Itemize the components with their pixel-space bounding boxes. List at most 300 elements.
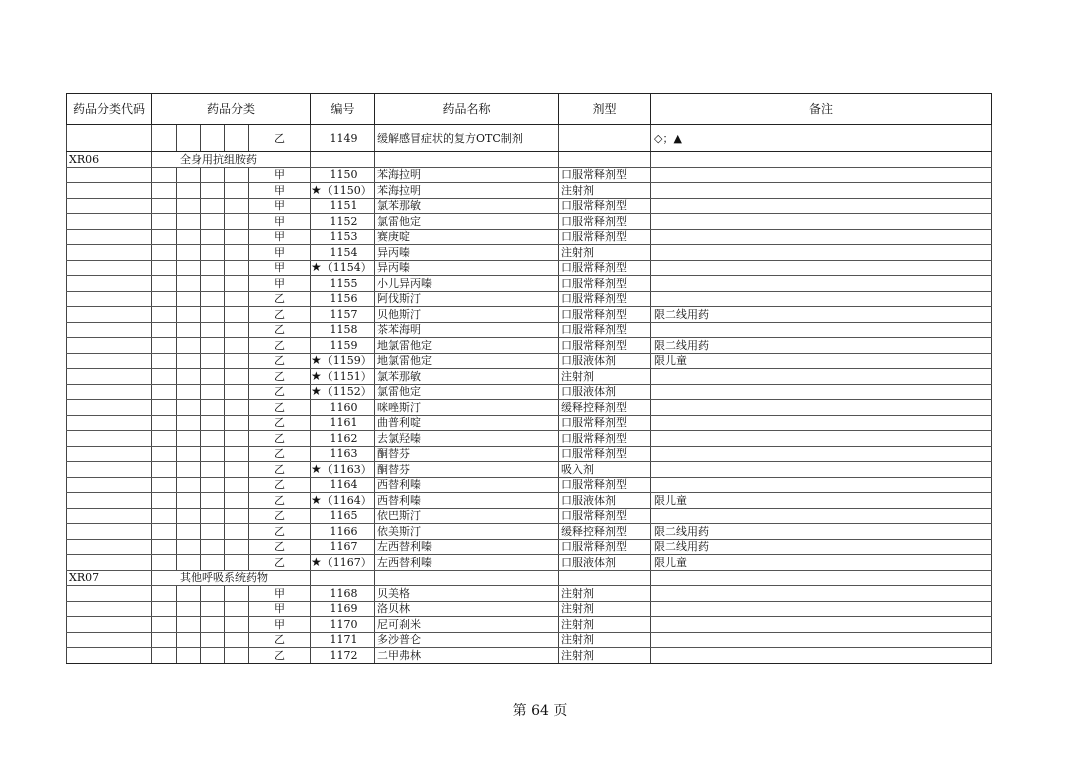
cell-sub <box>201 539 225 555</box>
cell-sub <box>177 353 201 369</box>
cell-form: 口服液体剂 <box>559 353 651 369</box>
cell-number <box>311 291 375 307</box>
cell-name: 异丙嗪 <box>375 245 559 261</box>
cell-form <box>559 152 651 168</box>
cell-sub <box>177 338 201 354</box>
drug-catalog-table <box>66 93 992 664</box>
cell-number <box>311 229 375 245</box>
cell-form: 口服常释剂型 <box>559 431 651 447</box>
cell-number <box>311 477 375 493</box>
cell-class: 乙 <box>249 431 311 447</box>
cell-sub <box>152 125 177 152</box>
number-text: （1154） <box>321 261 372 275</box>
cell-form: 口服常释剂型 <box>559 214 651 230</box>
cell-class: 乙 <box>249 291 311 307</box>
cell-note: 限儿童 <box>651 353 992 369</box>
cell-note <box>651 431 992 447</box>
cell-class: 乙 <box>249 493 311 509</box>
cell-name: 阿伐斯汀 <box>375 291 559 307</box>
cell-form: 注射剂 <box>559 586 651 602</box>
cell-number <box>311 338 375 354</box>
cell-sub <box>201 384 225 400</box>
star-icon: ★ <box>311 461 322 476</box>
cell-number <box>311 353 375 369</box>
star-icon: ★ <box>311 384 322 399</box>
cell-sub <box>177 322 201 338</box>
cell-code <box>67 648 152 664</box>
cell-form: 口服常释剂型 <box>559 198 651 214</box>
cell-number <box>311 462 375 478</box>
cell-name: 茶苯海明 <box>375 322 559 338</box>
cell-sub <box>177 291 201 307</box>
cell-sub <box>225 229 249 245</box>
cell-note <box>651 446 992 462</box>
cell-sub <box>201 462 225 478</box>
cell-code <box>67 338 152 354</box>
cell-sub <box>225 183 249 199</box>
table-row <box>67 353 992 369</box>
cell-sub <box>177 245 201 261</box>
cell-form <box>559 570 651 586</box>
cell-name: 尼可刹米 <box>375 617 559 633</box>
cell-code <box>67 125 152 152</box>
cell-name: 苯海拉明 <box>375 167 559 183</box>
cell-name: 缓解感冒症状的复方OTC制剂 <box>375 125 559 152</box>
table-row <box>67 601 992 617</box>
star-icon: ★ <box>311 260 322 275</box>
cell-number <box>311 167 375 183</box>
table-row <box>67 338 992 354</box>
cell-sub <box>152 601 177 617</box>
cell-name: 氯雷他定 <box>375 384 559 400</box>
cell-form: 口服常释剂型 <box>559 446 651 462</box>
cell-number <box>311 570 375 586</box>
cell-number <box>311 555 375 571</box>
number-text: 1162 <box>329 431 358 445</box>
cell-sub <box>225 431 249 447</box>
cell-note <box>651 601 992 617</box>
cell-class: 甲 <box>249 229 311 245</box>
cell-sub <box>225 125 249 152</box>
cell-sub <box>177 431 201 447</box>
cell-sub <box>152 586 177 602</box>
cell-sub <box>225 477 249 493</box>
cell-class: 甲 <box>249 601 311 617</box>
cell-form: 注射剂 <box>559 632 651 648</box>
section-title: 全身用抗组胺药 <box>152 152 311 168</box>
cell-sub <box>201 338 225 354</box>
cell-sub <box>152 338 177 354</box>
table-row <box>67 539 992 555</box>
cell-number <box>311 276 375 292</box>
number-text: 1160 <box>329 400 358 414</box>
cell-sub <box>177 508 201 524</box>
cell-number <box>311 183 375 199</box>
table-row <box>67 462 992 478</box>
cell-name: 依巴斯汀 <box>375 508 559 524</box>
cell-sub <box>177 369 201 385</box>
cell-name: 左西替利嗪 <box>375 539 559 555</box>
number-text: 1158 <box>329 323 358 337</box>
cell-class: 乙 <box>249 477 311 493</box>
cell-sub <box>225 648 249 664</box>
cell-sub <box>201 415 225 431</box>
header-category: 药品分类 <box>152 94 311 125</box>
cell-form: 口服常释剂型 <box>559 167 651 183</box>
cell-name: 洛贝林 <box>375 601 559 617</box>
cell-code <box>67 229 152 245</box>
cell-name: 赛庚啶 <box>375 229 559 245</box>
star-icon: ★ <box>311 353 322 368</box>
cell-sub <box>177 307 201 323</box>
cell-name: 西替利嗪 <box>375 493 559 509</box>
cell-code <box>67 493 152 509</box>
cell-sub <box>225 539 249 555</box>
cell-code <box>67 617 152 633</box>
cell-number <box>311 369 375 385</box>
cell-class: 乙 <box>249 125 311 152</box>
cell-sub <box>152 477 177 493</box>
table-row <box>67 477 992 493</box>
cell-note <box>651 648 992 664</box>
cell-sub <box>177 539 201 555</box>
table-row <box>67 586 992 602</box>
cell-note <box>651 477 992 493</box>
cell-sub <box>201 369 225 385</box>
cell-form: 口服常释剂型 <box>559 338 651 354</box>
cell-name: 氯苯那敏 <box>375 198 559 214</box>
cell-sub <box>201 245 225 261</box>
star-icon: ★ <box>311 492 322 507</box>
cell-name: 贝美格 <box>375 586 559 602</box>
cell-sub <box>225 415 249 431</box>
number-text: 1163 <box>329 447 358 461</box>
cell-code <box>67 307 152 323</box>
cell-sub <box>225 276 249 292</box>
cell-sub <box>201 125 225 152</box>
cell-name: 氯雷他定 <box>375 214 559 230</box>
cell-sub <box>177 462 201 478</box>
cell-sub <box>225 555 249 571</box>
cell-sub <box>225 601 249 617</box>
cell-sub <box>225 632 249 648</box>
number-text: 1161 <box>329 416 358 430</box>
cell-form: 口服常释剂型 <box>559 322 651 338</box>
star-icon: ★ <box>311 368 322 383</box>
cell-sub <box>201 322 225 338</box>
number-text: 1164 <box>329 478 358 492</box>
cell-code <box>67 369 152 385</box>
cell-sub <box>225 369 249 385</box>
cell-sub <box>177 400 201 416</box>
cell-name: 曲普利啶 <box>375 415 559 431</box>
cell-sub <box>152 276 177 292</box>
cell-name: 咪唑斯汀 <box>375 400 559 416</box>
cell-note: 限二线用药 <box>651 524 992 540</box>
cell-sub <box>152 167 177 183</box>
cell-sub <box>225 353 249 369</box>
cell-number <box>311 431 375 447</box>
cell-sub <box>177 183 201 199</box>
number-text: 1172 <box>329 648 358 662</box>
cell-sub <box>177 260 201 276</box>
cell-sub <box>177 229 201 245</box>
cell-sub <box>225 384 249 400</box>
number-text: 1152 <box>329 214 358 228</box>
cell-class: 乙 <box>249 307 311 323</box>
cell-sub <box>225 462 249 478</box>
cell-class: 甲 <box>249 260 311 276</box>
cell-note <box>651 586 992 602</box>
table-row <box>67 415 992 431</box>
cell-note: 限儿童 <box>651 555 992 571</box>
table-row <box>67 446 992 462</box>
cell-form: 口服常释剂型 <box>559 539 651 555</box>
cell-code <box>67 291 152 307</box>
cell-sub <box>201 431 225 447</box>
cell-number <box>311 508 375 524</box>
cell-note: 限二线用药 <box>651 307 992 323</box>
cell-form: 缓释控释剂型 <box>559 524 651 540</box>
cell-class: 乙 <box>249 508 311 524</box>
number-text: （1167） <box>321 555 372 569</box>
table-row <box>67 617 992 633</box>
cell-number <box>311 400 375 416</box>
cell-sub <box>152 245 177 261</box>
cell-sub <box>152 648 177 664</box>
number-text: （1151） <box>321 369 372 383</box>
cell-class: 乙 <box>249 462 311 478</box>
table-row <box>67 524 992 540</box>
cell-code <box>67 586 152 602</box>
cell-class: 甲 <box>249 198 311 214</box>
cell-sub <box>177 524 201 540</box>
cell-note: 限儿童 <box>651 493 992 509</box>
cell-class: 乙 <box>249 539 311 555</box>
cell-sub <box>201 477 225 493</box>
number-text: 1171 <box>329 633 358 647</box>
cell-code <box>67 539 152 555</box>
cell-code <box>67 477 152 493</box>
cell-sub <box>201 167 225 183</box>
cell-sub <box>201 586 225 602</box>
cell-number <box>311 601 375 617</box>
cell-sub <box>152 384 177 400</box>
cell-name: 氯苯那敏 <box>375 369 559 385</box>
cell-sub <box>177 601 201 617</box>
cell-sub <box>177 648 201 664</box>
cell-note <box>651 291 992 307</box>
cell-code <box>67 400 152 416</box>
cell-sub <box>201 524 225 540</box>
cell-sub <box>152 260 177 276</box>
cell-number <box>311 307 375 323</box>
table-body <box>67 125 992 664</box>
number-text: 1153 <box>329 230 358 244</box>
cell-note <box>651 462 992 478</box>
cell-form: 口服常释剂型 <box>559 291 651 307</box>
cell-sub <box>201 198 225 214</box>
cell-name: 地氯雷他定 <box>375 353 559 369</box>
header-number: 编号 <box>311 94 375 125</box>
cell-code <box>67 214 152 230</box>
cell-note <box>651 167 992 183</box>
cell-sub <box>201 632 225 648</box>
header-note: 备注 <box>651 94 992 125</box>
cell-class: 乙 <box>249 446 311 462</box>
cell-sub <box>201 291 225 307</box>
cell-sub <box>201 214 225 230</box>
cell-number <box>311 198 375 214</box>
cell-sub <box>152 229 177 245</box>
table-row <box>67 632 992 648</box>
cell-sub <box>201 276 225 292</box>
table-row <box>67 555 992 571</box>
cell-class: 乙 <box>249 632 311 648</box>
cell-form: 口服常释剂型 <box>559 229 651 245</box>
cell-code <box>67 524 152 540</box>
cell-code <box>67 508 152 524</box>
cell-sub <box>177 586 201 602</box>
header-category-code: 药品分类代码 <box>67 94 152 125</box>
cell-note <box>651 245 992 261</box>
cell-class: 乙 <box>249 415 311 431</box>
cell-sub <box>177 167 201 183</box>
cell-sub <box>201 400 225 416</box>
cell-sub <box>152 198 177 214</box>
number-text: （1163） <box>321 462 372 476</box>
cell-name: 苯海拉明 <box>375 183 559 199</box>
star-icon: ★ <box>311 182 322 197</box>
cell-sub <box>201 555 225 571</box>
cell-class: 甲 <box>249 617 311 633</box>
cell-class: 乙 <box>249 353 311 369</box>
cell-sub <box>177 477 201 493</box>
cell-class: 甲 <box>249 183 311 199</box>
header-form: 剂型 <box>559 94 651 125</box>
table-row <box>67 260 992 276</box>
number-text: （1164） <box>321 493 372 507</box>
section-row <box>67 570 992 586</box>
cell-sub <box>152 617 177 633</box>
cell-name <box>375 152 559 168</box>
cell-note <box>651 508 992 524</box>
cell-form: 注射剂 <box>559 601 651 617</box>
table-row <box>67 384 992 400</box>
cell-name: 地氯雷他定 <box>375 338 559 354</box>
cell-sub <box>225 245 249 261</box>
table-row <box>67 322 992 338</box>
cell-number <box>311 384 375 400</box>
cell-number <box>311 415 375 431</box>
section-code: XR06 <box>67 152 152 168</box>
cell-code <box>67 276 152 292</box>
cell-sub <box>152 446 177 462</box>
cell-sub <box>177 415 201 431</box>
cell-sub <box>152 555 177 571</box>
number-text: 1156 <box>329 292 358 306</box>
number-text: 1150 <box>329 168 358 182</box>
cell-code <box>67 431 152 447</box>
cell-name: 左西替利嗪 <box>375 555 559 571</box>
cell-name: 依美斯汀 <box>375 524 559 540</box>
cell-code <box>67 245 152 261</box>
cell-sub <box>225 338 249 354</box>
cell-code <box>67 167 152 183</box>
cell-note <box>651 152 992 168</box>
table-row <box>67 648 992 664</box>
cell-sub <box>225 446 249 462</box>
cell-note <box>651 369 992 385</box>
cell-form: 口服常释剂型 <box>559 307 651 323</box>
cell-sub <box>201 229 225 245</box>
cell-name <box>375 570 559 586</box>
cell-note <box>651 198 992 214</box>
cell-name: 小儿异丙嗪 <box>375 276 559 292</box>
cell-code <box>67 555 152 571</box>
cell-name: 去氯羟嗪 <box>375 431 559 447</box>
cell-class: 乙 <box>249 384 311 400</box>
cell-number <box>311 632 375 648</box>
table-row <box>67 431 992 447</box>
cell-name: 酮替芬 <box>375 446 559 462</box>
table-row <box>67 493 992 509</box>
cell-sub <box>177 632 201 648</box>
cell-sub <box>201 617 225 633</box>
cell-class: 甲 <box>249 245 311 261</box>
cell-number: 1149 <box>311 125 375 152</box>
cell-number <box>311 648 375 664</box>
cell-sub <box>225 214 249 230</box>
cell-number <box>311 446 375 462</box>
cell-form: 口服常释剂型 <box>559 477 651 493</box>
cell-sub <box>152 508 177 524</box>
cell-note <box>651 229 992 245</box>
cell-name: 贝他斯汀 <box>375 307 559 323</box>
table-row <box>67 167 992 183</box>
number-text: （1159） <box>321 354 372 368</box>
cell-code <box>67 632 152 648</box>
cell-sub <box>201 648 225 664</box>
cell-sub <box>177 125 201 152</box>
star-icon: ★ <box>311 554 322 569</box>
cell-sub <box>152 462 177 478</box>
cell-note <box>651 384 992 400</box>
cell-class: 甲 <box>249 276 311 292</box>
cell-note: 限二线用药 <box>651 338 992 354</box>
cell-sub <box>225 307 249 323</box>
page-number: 第 64 页 <box>512 703 568 719</box>
table-header-row <box>67 94 992 125</box>
number-text: 1169 <box>329 602 358 616</box>
cell-sub <box>177 198 201 214</box>
cell-sub <box>225 167 249 183</box>
cell-sub <box>201 260 225 276</box>
header-name: 药品名称 <box>375 94 559 125</box>
cell-sub <box>201 493 225 509</box>
cell-sub <box>225 617 249 633</box>
cell-note <box>651 632 992 648</box>
cell-sub <box>225 400 249 416</box>
cell-class: 乙 <box>249 524 311 540</box>
cell-sub <box>152 369 177 385</box>
cell-number <box>311 539 375 555</box>
table-row <box>67 400 992 416</box>
cell-sub <box>152 214 177 230</box>
cell-sub <box>201 508 225 524</box>
cell-form: 注射剂 <box>559 648 651 664</box>
section-row <box>67 152 992 168</box>
